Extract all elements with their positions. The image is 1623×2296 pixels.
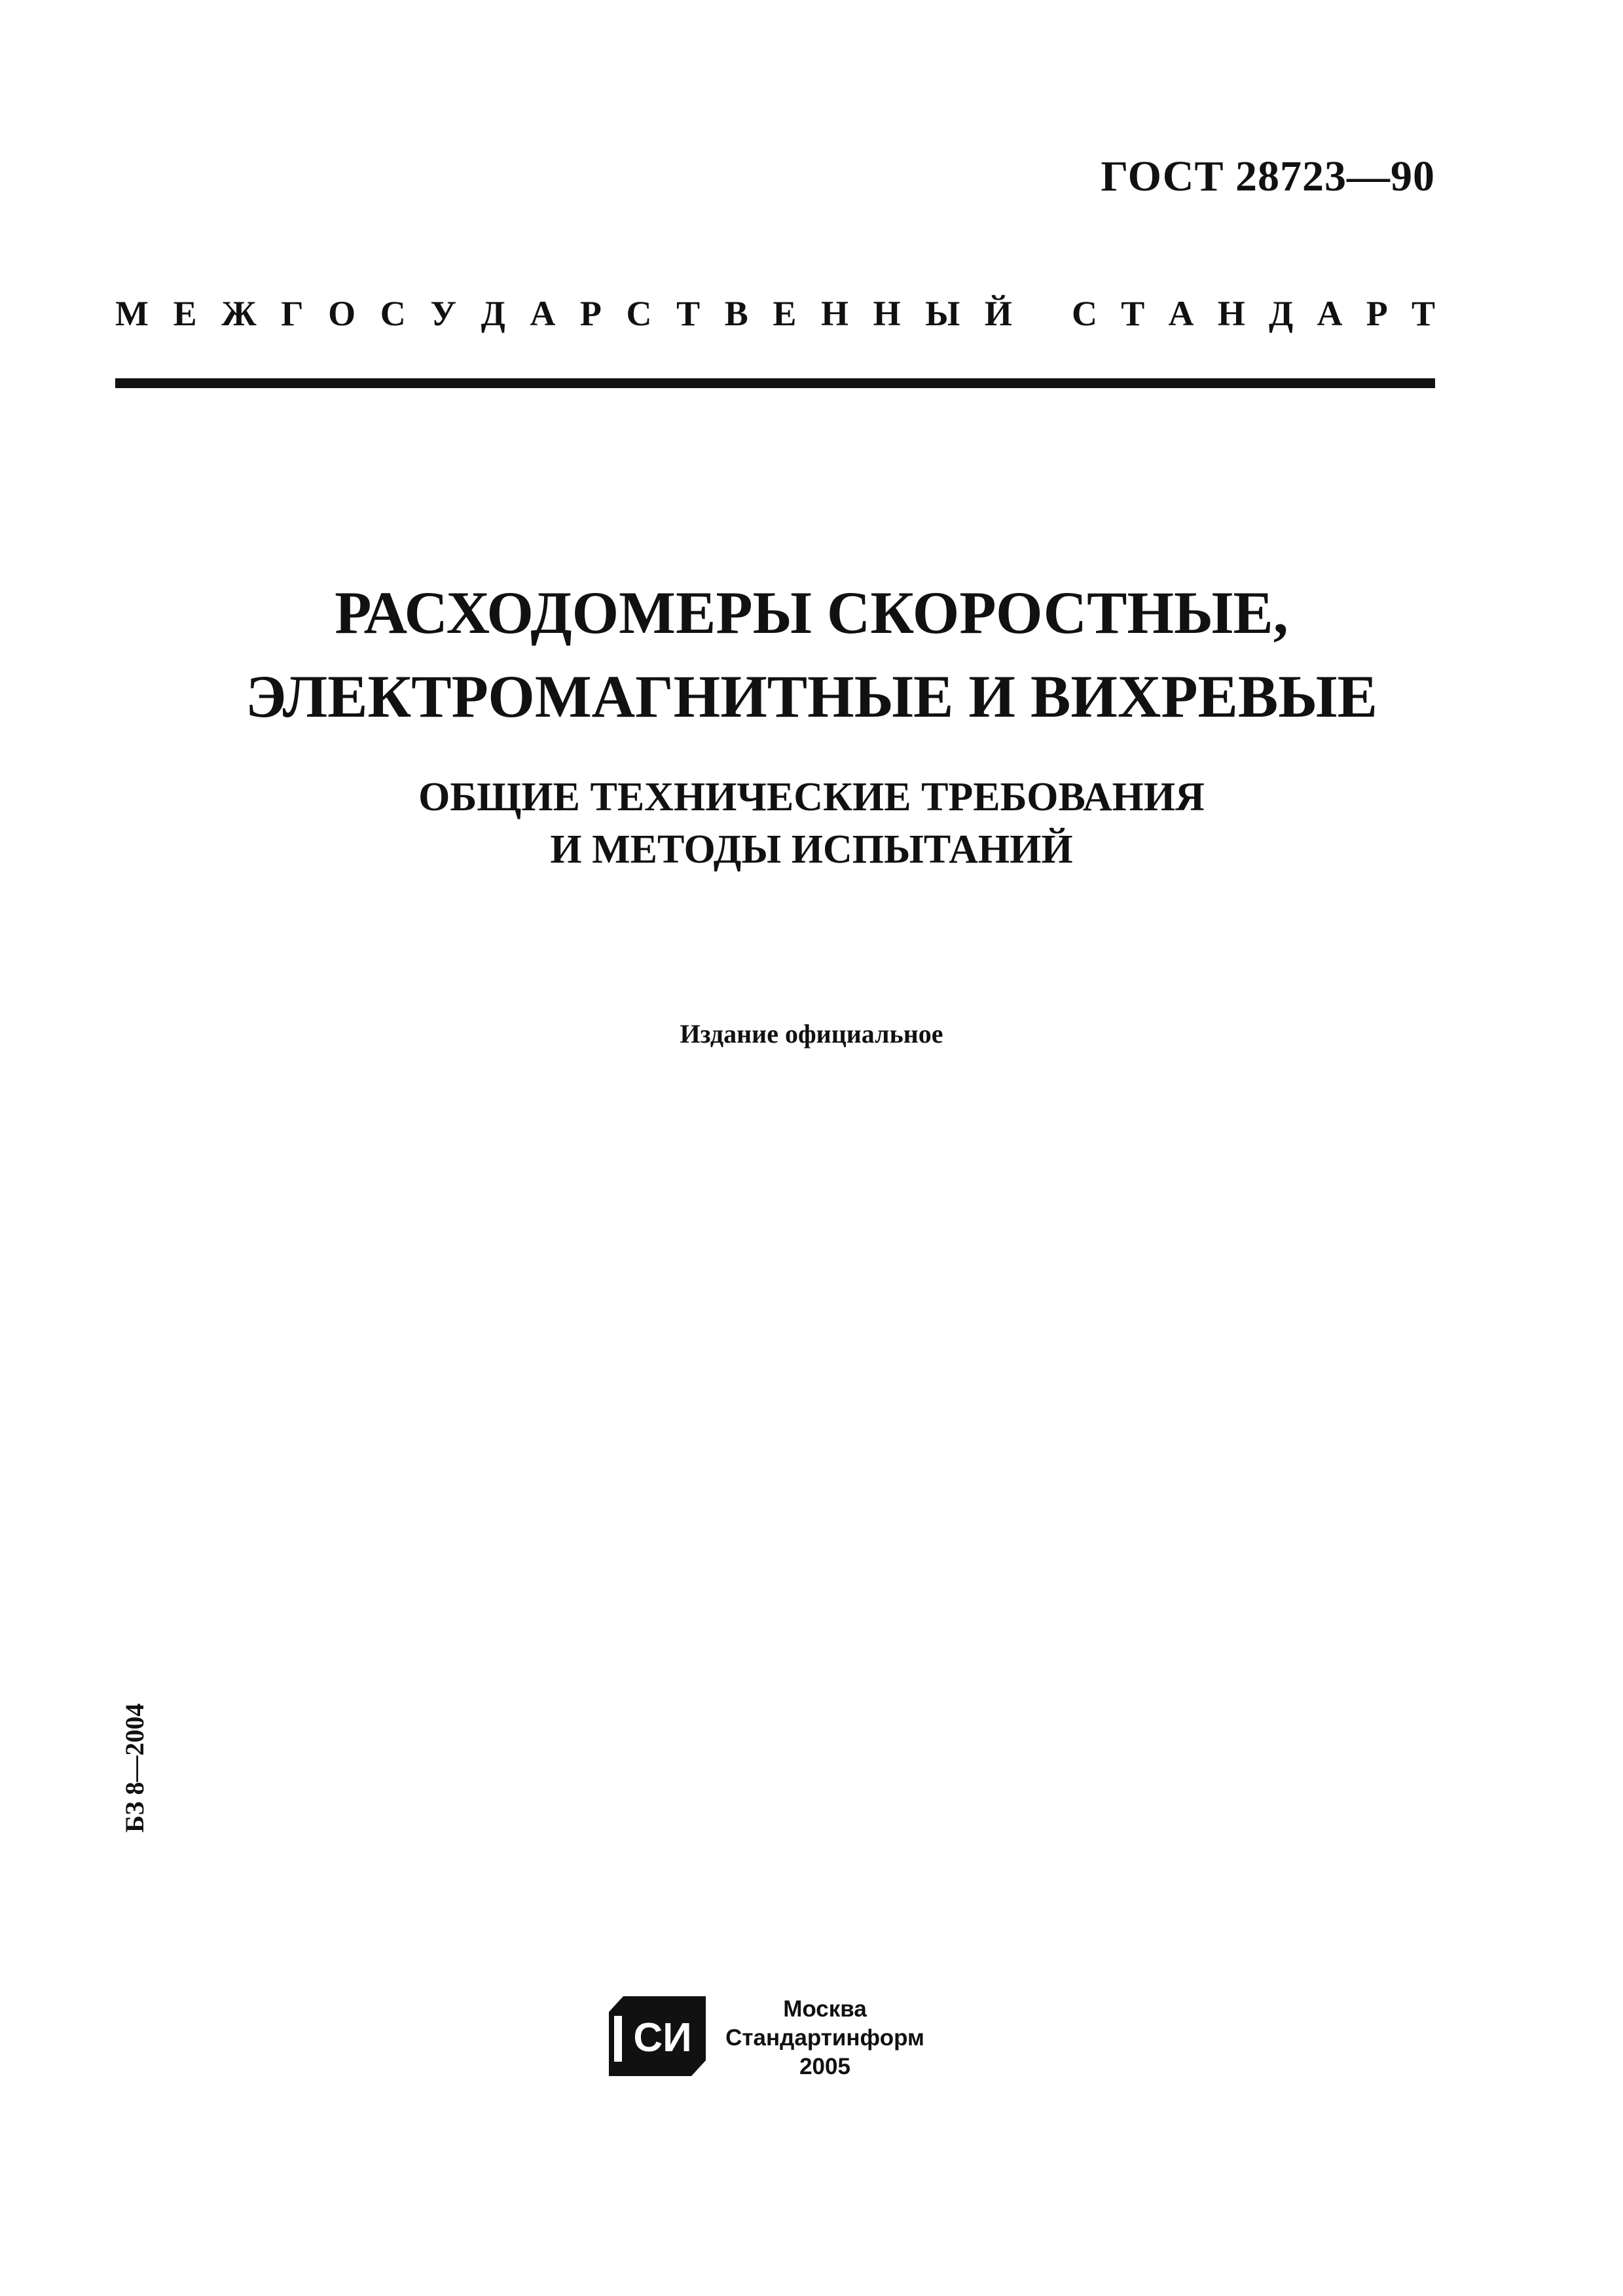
standard-type-letter: А (1317, 294, 1343, 333)
publisher-city: Москва (783, 1996, 867, 2022)
heading-rule (115, 378, 1435, 388)
title-line: ЭЛЕКТРОМАГНИТНЫЕ И ВИХРЕВЫЕ (246, 663, 1377, 730)
standard-type-letter: М (115, 294, 149, 333)
standard-type-letter: Н (873, 294, 901, 333)
standard-type-letter: О (328, 294, 356, 333)
side-code-text: БЗ 8—2004 (120, 1703, 149, 1833)
document-code: ГОСТ 28723—90 (1101, 152, 1435, 200)
standard-type-letter: Р (579, 294, 602, 333)
standard-type-letter: Н (1217, 294, 1245, 333)
standard-type-heading (115, 293, 1435, 334)
standard-type-letter: А (530, 294, 556, 333)
document-subtitle (0, 771, 1623, 876)
standard-type-letter: А (1168, 294, 1194, 333)
standard-type-letter: В (724, 294, 748, 333)
standard-type-letter: У (430, 294, 456, 333)
standard-type-letter: Д (481, 294, 505, 333)
standard-type-letter: Т (676, 294, 701, 333)
standard-type-word (115, 293, 1012, 334)
edition-label: Издание официальное (680, 1019, 943, 1049)
standard-type-letter: Д (1269, 294, 1294, 333)
subtitle-line: И МЕТОДЫ ИСПЫТАНИЙ (550, 827, 1073, 872)
standard-type-letter: С (380, 294, 406, 333)
standard-type-letter: Т (1121, 294, 1145, 333)
standard-type-letter: С (1072, 294, 1097, 333)
standard-type-letter: Е (173, 294, 197, 333)
standard-type-letter: Т (1411, 294, 1435, 333)
standard-type-letter: С (626, 294, 652, 333)
standard-type-word (1072, 293, 1435, 334)
standartinform-logo (609, 1996, 706, 2076)
standard-type-letter: Ы (925, 294, 960, 333)
logo-text: СИ (633, 2015, 692, 2060)
standard-type-letter: Е (773, 294, 797, 333)
standard-type-letter: Й (984, 294, 1012, 333)
publisher-block (714, 1995, 936, 2081)
document-title (0, 571, 1623, 738)
publisher-name: Стандартинформ (725, 2025, 924, 2051)
title-line: РАСХОДОМЕРЫ СКОРОСТНЫЕ, (335, 579, 1288, 646)
subtitle-line: ОБЩИЕ ТЕХНИЧЕСКИЕ ТРЕБОВАНИЯ (418, 775, 1205, 819)
standard-type-letter: Р (1366, 294, 1388, 333)
logo-stripe (614, 2016, 622, 2062)
publisher-year: 2005 (799, 2054, 850, 2079)
standard-type-letter: Г (281, 294, 304, 333)
standard-type-letter: Н (820, 294, 848, 333)
standard-type-letter: Ж (221, 294, 257, 333)
